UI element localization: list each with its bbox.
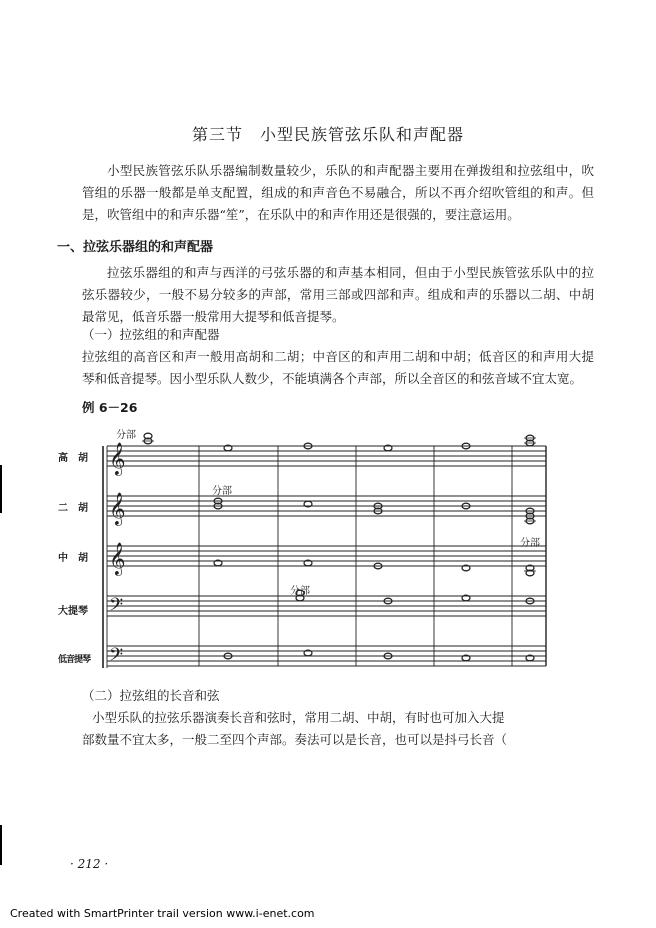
section-title: 第三节 小型民族管弦乐队和声配器 <box>191 125 464 144</box>
margin-mark <box>0 465 2 513</box>
divisi-annotation: 分部 <box>520 538 540 549</box>
heading-strings-harmony: 一、拉弦乐器组的和声配器 <box>57 240 214 255</box>
subheading-2: （二）拉弦组的长音和弦 <box>82 688 220 703</box>
treble-clef-icon: 𝄞 <box>109 442 126 475</box>
paragraph-2: 拉弦乐器组的和声与西洋的弓弦乐器的和声基本相同，但由于小型民族管弦乐队中的拉弦乐器较少，一般不易分较多的声部，常用三部或四部和声。组成和声的乐器以二胡、中胡最常见，低音乐器一般常用大提琴和低音提琴。 <box>82 265 594 324</box>
footer-watermark: Created with SmartPrinter trail version www.i-enet.com <box>10 907 315 920</box>
margin-mark <box>0 825 2 865</box>
bass-clef-icon: 𝄢 <box>109 595 124 620</box>
page-number: · 212 · <box>70 857 109 871</box>
treble-clef-icon: 𝄞 <box>109 542 126 575</box>
notes <box>142 433 536 661</box>
music-score <box>58 418 558 676</box>
intro-paragraph: 小型民族管弦乐队乐器编制数量较少，乐队的和声配器主要用在弹拨组和拉弦组中，吹管组的乐器一般都是单支配置，组成的和声音色不易融合，所以不再介绍吹管组的和声。但是，吹管组中的和声乐器“笙”，在乐队中的和声作用还是很强的，要注意运用。 <box>82 163 594 222</box>
divisi-annotation: 分部 <box>290 586 310 597</box>
instrument-label-cello: 大提琴 <box>58 606 88 617</box>
staff-contrabass <box>107 646 546 666</box>
subheading-1: （一）拉弦组的和声配器 <box>82 327 220 342</box>
clefs <box>109 442 126 670</box>
staff-erhu <box>107 496 546 516</box>
divisi-annotation: 分部 <box>116 430 136 441</box>
instrument-label-contrabass: 低音提琴 <box>58 655 91 665</box>
staff-zhonghu <box>107 546 546 566</box>
instrument-label-erhu: 二 胡 <box>58 503 88 514</box>
divisi-annotation: 分部 <box>212 486 232 497</box>
example-label: 例 6－26 <box>82 400 138 415</box>
instrument-label-zhonghu: 中 胡 <box>58 553 88 564</box>
treble-clef-icon: 𝄞 <box>109 492 126 525</box>
instrument-label-gaohu: 高 胡 <box>58 453 88 464</box>
bass-clef-icon: 𝄢 <box>109 645 124 670</box>
paragraph-4: 小型乐队的拉弦乐器演奏长音和弦时，常用二胡、中胡，有时也可加入大提 部数量不宜太多，一般二至四个声部。奏法可以是长音，也可以是抖弓长音（ <box>82 710 508 747</box>
paragraph-3: 拉弦组的高音区和声一般用高胡和二胡；中音区的和声用二胡和中胡；低音区的和声用大提琴和低音提琴。因小型乐队人数少，不能填满各个声部，所以全音区的和弦音域不宜太宽。 <box>82 349 594 386</box>
staff-cello <box>107 596 546 616</box>
staff-gaohu <box>107 446 546 466</box>
